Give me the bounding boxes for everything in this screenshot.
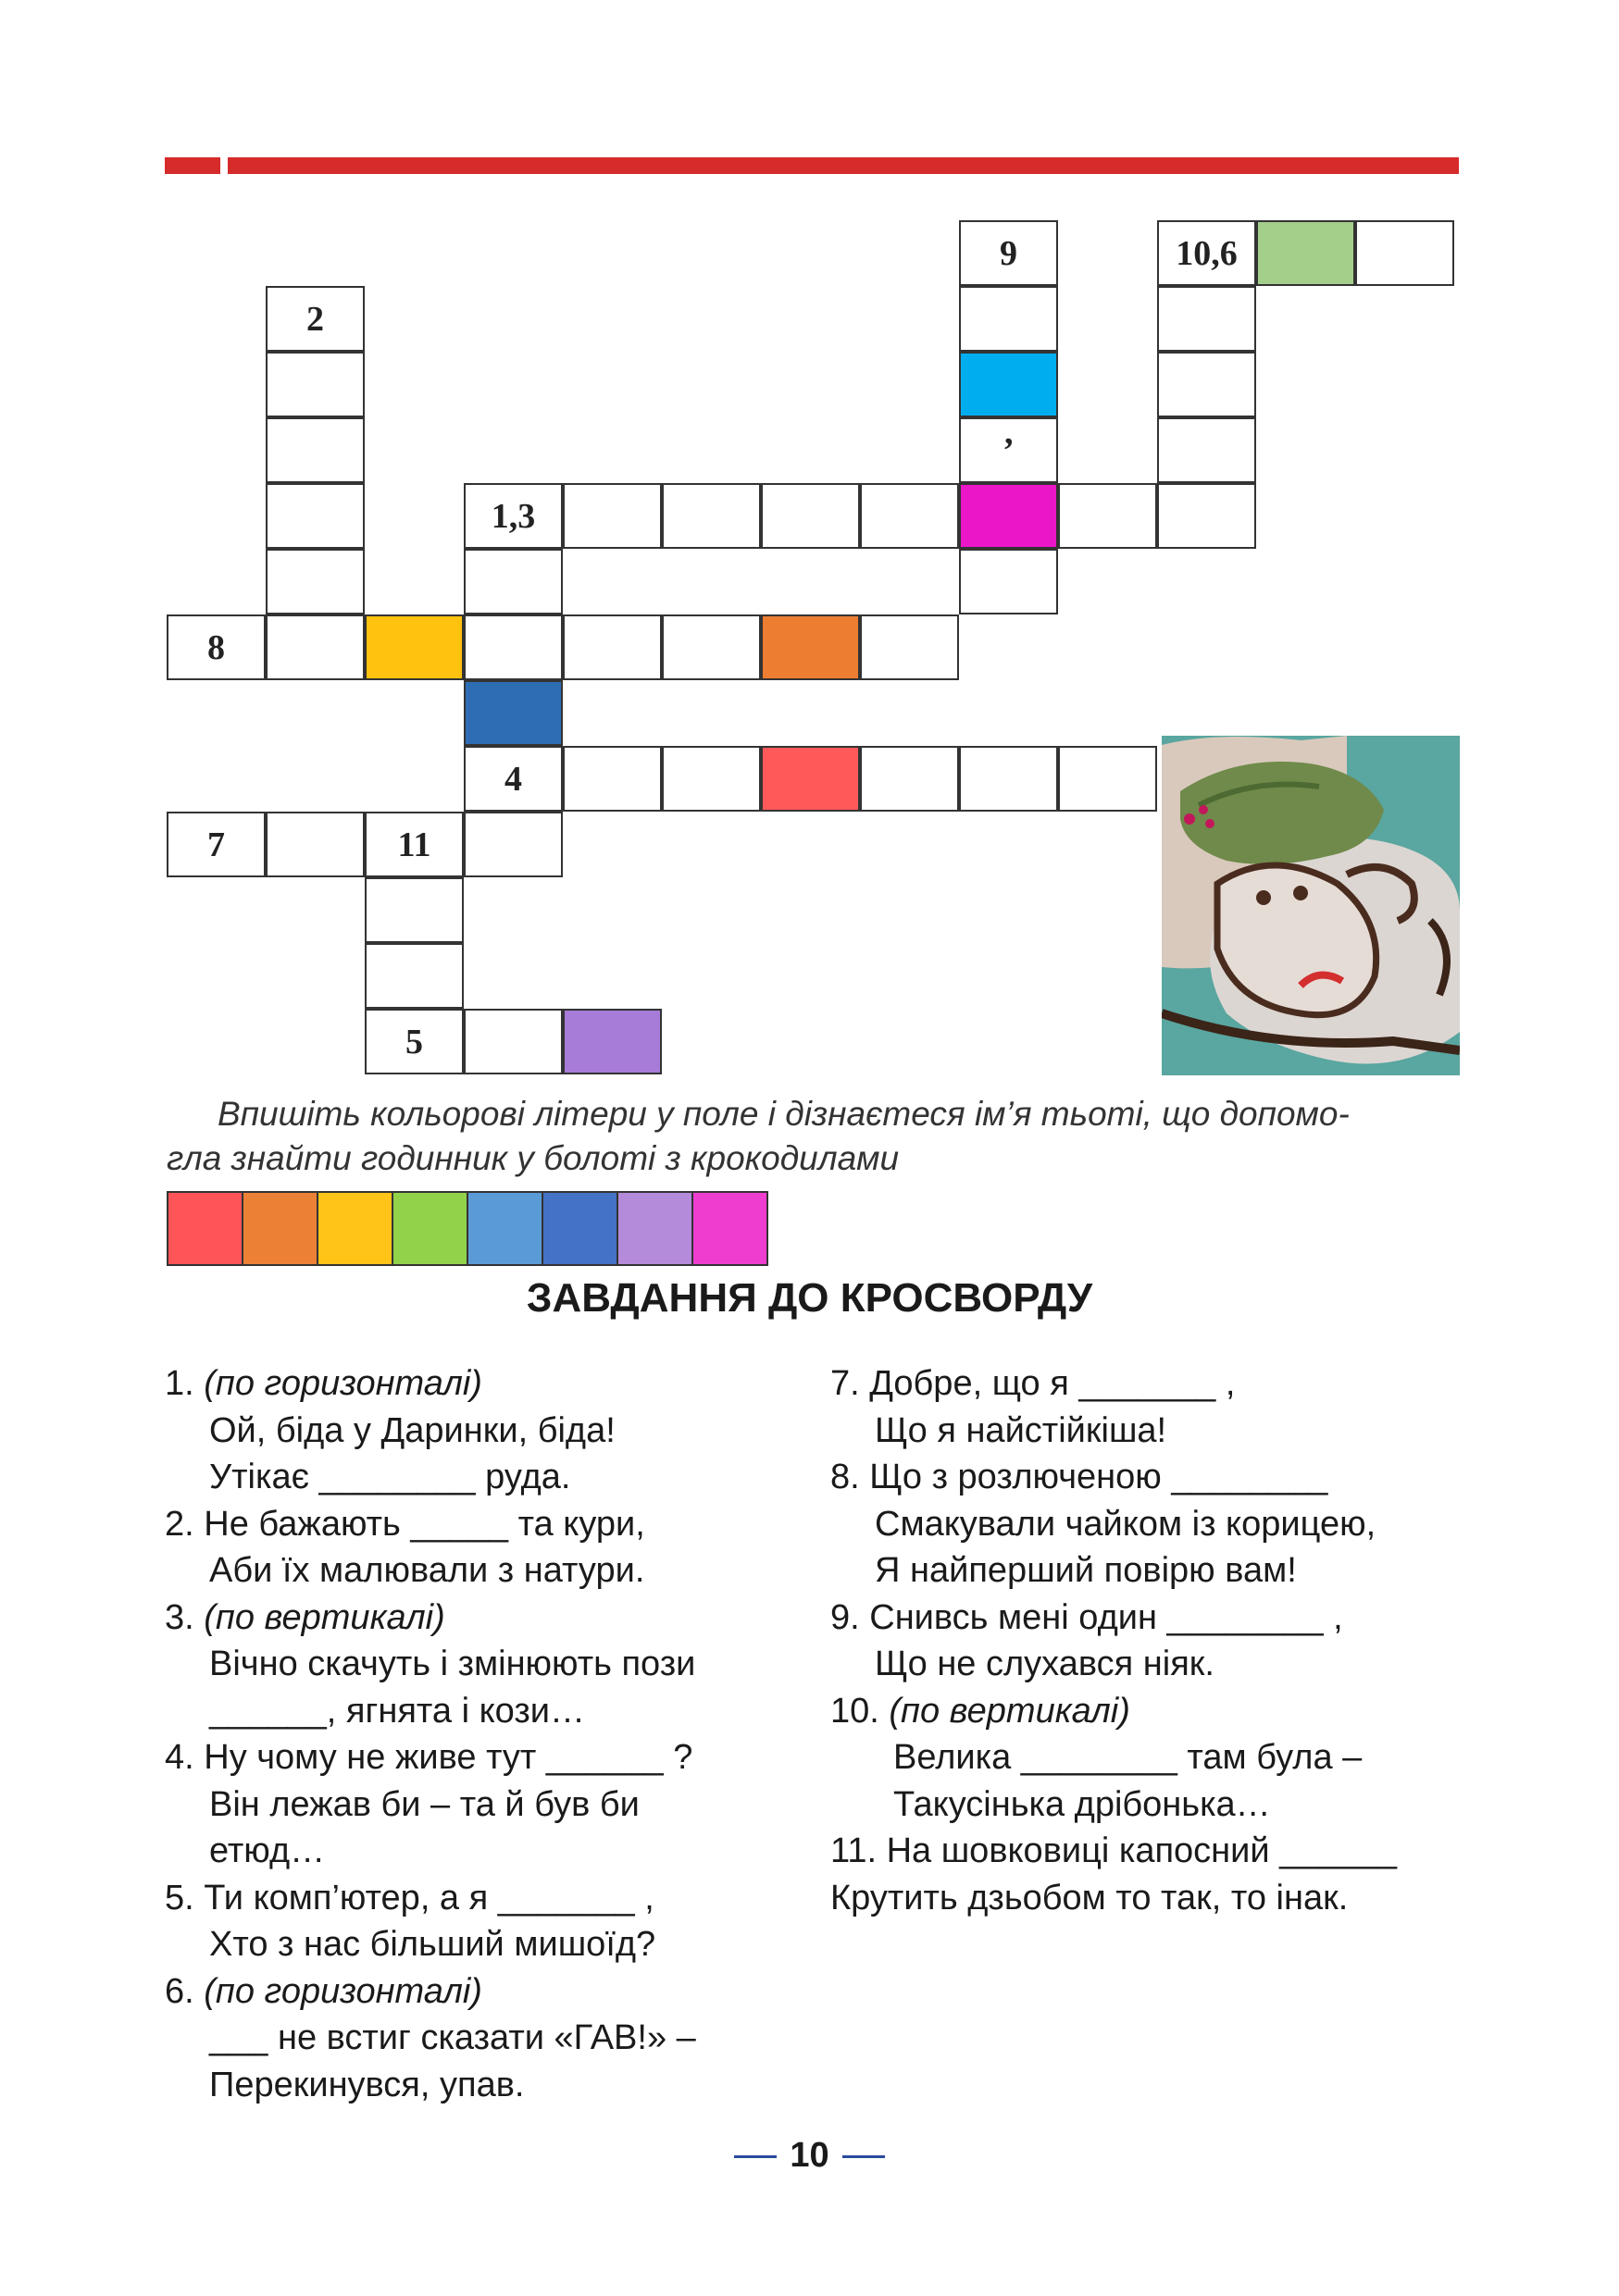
crossword-cell[interactable] — [266, 614, 365, 680]
clue-text: Утікає ________ руда. — [209, 1458, 571, 1496]
clue-text: 8. Що з розлюченою ________ — [830, 1458, 1328, 1496]
crossword-cell[interactable] — [761, 746, 860, 812]
clue-line — [165, 1501, 813, 1548]
crossword-cell[interactable] — [365, 877, 464, 943]
crossword-cell[interactable] — [1355, 220, 1454, 286]
answer-square[interactable] — [392, 1191, 468, 1266]
clue-line — [165, 2062, 813, 2109]
crossword-cell-8[interactable]: 8 — [167, 614, 266, 680]
crossword-cell-5[interactable]: 5 — [365, 1009, 464, 1074]
crossword-cell[interactable] — [1157, 352, 1256, 417]
crossword-cell[interactable] — [860, 746, 959, 812]
clue-text: етюд… — [209, 1831, 326, 1870]
crossword-cell[interactable] — [464, 812, 563, 877]
clue-line — [165, 1875, 813, 1922]
clue-line — [830, 1828, 1478, 1875]
clue-text: 5. Ти комп’ютер, а я _______ , — [165, 1878, 654, 1917]
clue-text: 6. — [165, 1971, 205, 2011]
clue-text: Що не слухався ніяк. — [875, 1644, 1214, 1683]
clue-line — [830, 1501, 1478, 1548]
crossword-cell[interactable] — [365, 614, 464, 680]
crossword-cell[interactable] — [761, 483, 860, 549]
crossword-cell[interactable] — [662, 483, 761, 549]
crossword-cell-106[interactable]: 10,6 — [1157, 220, 1256, 286]
clue-text: Хто з нас більший мишоїд? — [209, 1925, 656, 1964]
crossword-cell[interactable] — [266, 483, 365, 549]
crossword-cell[interactable] — [563, 746, 662, 812]
crossword-cell-2[interactable]: 2 — [266, 286, 365, 352]
clue-text: Вічно скачуть і змінюють пози — [209, 1644, 696, 1683]
crossword-cell[interactable] — [959, 549, 1058, 614]
crossword-cell[interactable] — [464, 1009, 563, 1074]
clue-text: 11. На шовковиці капосний ______ — [830, 1831, 1397, 1870]
crossword-cell[interactable] — [1157, 286, 1256, 352]
crossword-cell-7[interactable]: 7 — [167, 812, 266, 877]
clue-line — [165, 1360, 813, 1408]
crossword-cell[interactable] — [959, 746, 1058, 812]
clue-text: Ой, біда у Даринки, біда! — [209, 1410, 616, 1450]
crossword-cell[interactable] — [959, 352, 1058, 417]
crossword-cell[interactable] — [1058, 483, 1157, 549]
instruction-line-1: Впишіть кольорові літери у поле і дізнаєтеся ім’я тьоті, що допомо- — [218, 1095, 1350, 1133]
clue-text: Що я найстійкіша! — [875, 1410, 1167, 1450]
crossword-cell[interactable] — [662, 746, 761, 812]
answer-square[interactable] — [317, 1191, 393, 1266]
clue-direction: (по вертикалі) — [889, 1691, 1130, 1731]
clue-direction: (по горизонталі) — [204, 1364, 482, 1403]
crossword-cell[interactable] — [266, 417, 365, 483]
crossword-cell[interactable] — [761, 614, 860, 680]
clue-line — [830, 1454, 1478, 1501]
crossword-cell[interactable] — [1157, 417, 1256, 483]
crossword-cell[interactable] — [266, 549, 365, 614]
crossword-cell[interactable] — [365, 943, 464, 1009]
clue-text: Такусінька дрібонька… — [893, 1784, 1271, 1824]
clue-line — [165, 2015, 813, 2062]
clue-text: 4. Ну чому не живе тут ______ ? — [165, 1738, 693, 1777]
clue-text: Перекинувся, упав. — [209, 2065, 525, 2104]
clue-line — [165, 1781, 813, 1829]
page-number-value: 10 — [790, 2136, 829, 2175]
crossword-cell[interactable] — [1058, 746, 1157, 812]
crossword-cell[interactable] — [464, 680, 563, 746]
clue-line — [830, 1641, 1478, 1688]
clue-line — [830, 1547, 1478, 1595]
answer-color-row — [167, 1191, 766, 1266]
answer-square[interactable] — [467, 1191, 543, 1266]
crossword-cell[interactable] — [266, 352, 365, 417]
crossword-cell-13[interactable]: 1,3 — [464, 483, 563, 549]
page-heading: ЗАВДАННЯ ДО КРОСВОРДУ — [526, 1275, 1093, 1321]
crossword-cell[interactable] — [662, 614, 761, 680]
crossword-cell[interactable] — [563, 614, 662, 680]
clue-line — [165, 1641, 813, 1688]
answer-square[interactable] — [167, 1191, 243, 1266]
crossword-cell[interactable] — [860, 483, 959, 549]
answer-square[interactable] — [616, 1191, 693, 1266]
crossword-cell[interactable] — [266, 812, 365, 877]
clue-text: Аби їх малювали з натури. — [209, 1551, 645, 1590]
crossword-cell-11[interactable]: 11 — [365, 812, 464, 877]
clue-text: 2. Не бажають _____ та кури, — [165, 1504, 645, 1544]
clue-text: ___ не встиг сказати «ГАВ!» – — [209, 2018, 696, 2057]
clue-line — [165, 1547, 813, 1595]
clue-text: Я найперший повірю вам! — [875, 1551, 1297, 1590]
crossword-cell-4[interactable]: 4 — [464, 746, 563, 812]
crossword-cell[interactable] — [1256, 220, 1355, 286]
clue-line — [830, 1875, 1478, 1922]
crossword-cell[interactable] — [464, 549, 563, 614]
clue-line — [830, 1781, 1478, 1829]
clue-direction: (по вертикалі) — [204, 1597, 445, 1637]
crossword-cell[interactable] — [563, 1009, 662, 1074]
clue-text: Смакували чайком із корицею, — [875, 1504, 1376, 1544]
crossword-cell[interactable] — [464, 614, 563, 680]
clue-line — [830, 1408, 1478, 1455]
clues-left-column — [165, 1360, 813, 2108]
clue-line — [165, 1408, 813, 1455]
clue-line — [830, 1734, 1478, 1781]
instruction-line-2: гла знайти годинник у болоті з крокодилами — [167, 1139, 900, 1177]
answer-square[interactable] — [691, 1191, 768, 1266]
clue-line — [830, 1360, 1478, 1408]
crossword-cell-9[interactable]: 9 — [959, 220, 1058, 286]
clues-right-column — [830, 1360, 1478, 1921]
clue-text: Велика ________ там була – — [893, 1738, 1363, 1777]
clue-text: 1. — [165, 1364, 205, 1403]
clue-line — [830, 1595, 1478, 1642]
crossword-cell[interactable] — [959, 483, 1058, 549]
answer-square[interactable] — [542, 1191, 618, 1266]
clue-direction: (по горизонталі) — [204, 1971, 482, 2011]
clue-text: 10. — [830, 1691, 890, 1731]
page-number-dash-right — [842, 2155, 885, 2158]
clue-line — [165, 1454, 813, 1501]
clue-line — [165, 1595, 813, 1642]
crossword-cell[interactable] — [563, 483, 662, 549]
page-number-dash-left — [734, 2155, 777, 2158]
clue-line — [165, 1734, 813, 1781]
instruction-text — [167, 1092, 1458, 1181]
clue-text: Він лежав би – та й був би — [209, 1784, 640, 1824]
clue-line — [165, 1968, 813, 2016]
clue-line — [165, 1688, 813, 1735]
clue-text: 9. Снивсь мені один ________ , — [830, 1597, 1343, 1637]
hippo-illustration — [1162, 736, 1460, 1075]
crossword-cell-[interactable]: ’ — [959, 417, 1058, 483]
crossword-cell[interactable] — [1157, 483, 1256, 549]
clue-line — [830, 1688, 1478, 1735]
clue-text: Крутить дзьобом то так, то інак. — [830, 1878, 1349, 1917]
crossword-cell[interactable] — [959, 286, 1058, 352]
clue-text: ______, ягнята і кози… — [209, 1691, 585, 1731]
clue-text: 3. — [165, 1597, 205, 1637]
clue-line — [165, 1921, 813, 1968]
clue-text: 7. Добре, що я _______ , — [830, 1364, 1236, 1403]
clue-line — [165, 1828, 813, 1875]
crossword-cell[interactable] — [860, 614, 959, 680]
answer-square[interactable] — [242, 1191, 318, 1266]
page-number — [0, 2136, 1619, 2176]
